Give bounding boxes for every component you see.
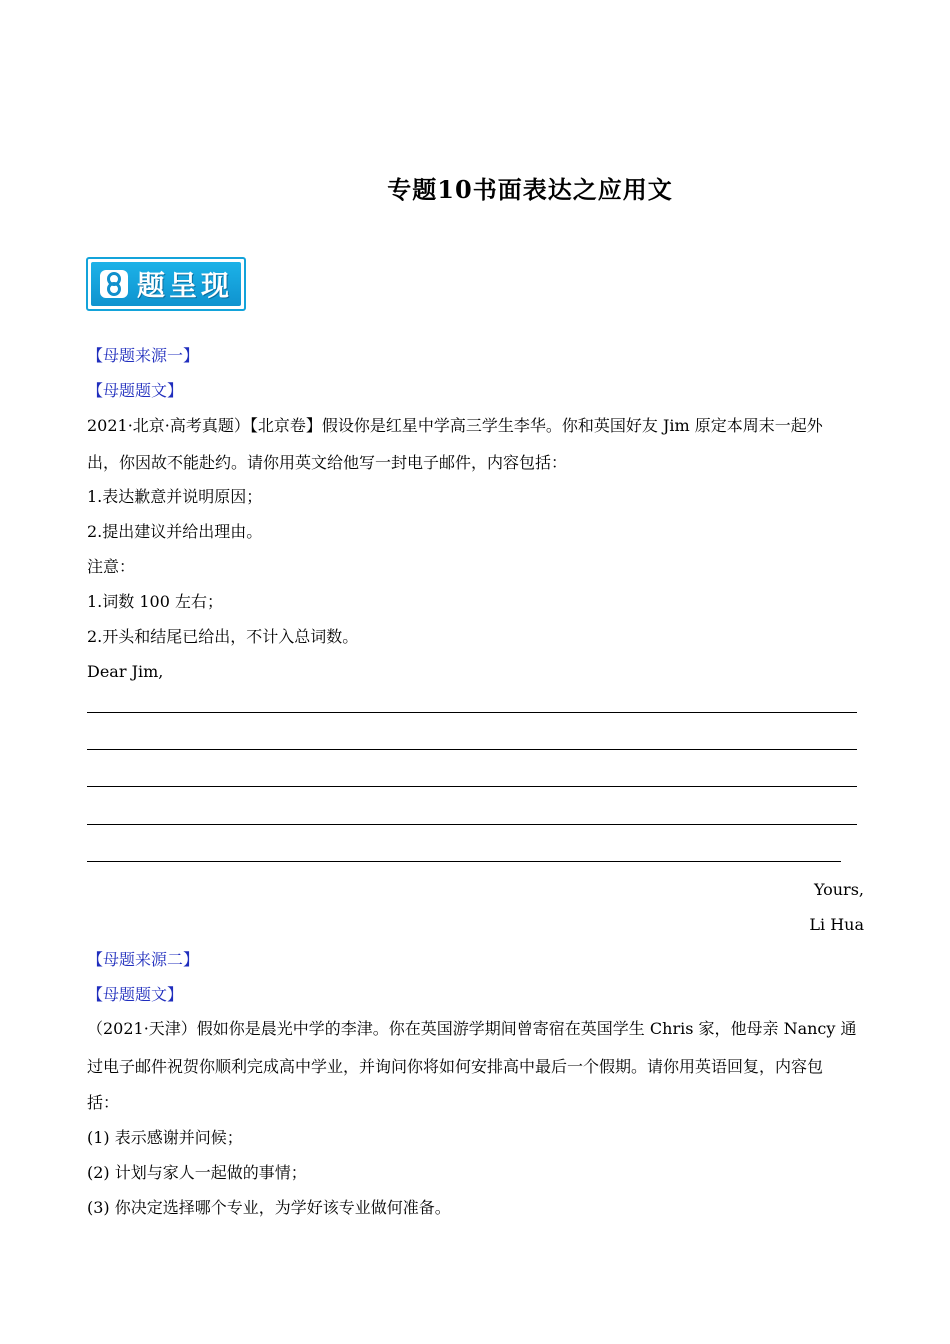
- page-title: 专题10书面表达之应用文: [387, 175, 673, 204]
- writing-line: [87, 824, 857, 825]
- source-label-2: 【母题来源二】: [87, 950, 200, 969]
- prompt-2-line-1: （2021·天津）假如你是晨光中学的李津。你在英国游学期间曾寄宿在英国学生 Chris 家，他母亲 Nancy 通: [87, 1019, 857, 1038]
- note-item-1: 1.词数 100 左右；: [87, 592, 223, 611]
- badge-inner: [91, 262, 241, 306]
- letter-greeting: Dear Jim,: [87, 662, 164, 681]
- letter-closing: Yours,: [813, 880, 864, 899]
- prompt-2-line-2: 过电子邮件祝贺你顺利完成高中学业，并询问你将如何安排高中最后一个假期。请你用英语回复，内容包: [87, 1057, 824, 1076]
- badge-text: 题呈现: [137, 269, 234, 302]
- writing-line: [87, 861, 841, 862]
- prompt-1-line-1: 2021·北京·高考真题）【北京卷】假设你是红星中学高三学生李华。你和英国好友 Jim 原定本周末一起外: [87, 416, 823, 435]
- requirement-item-2: 2.提出建议并给出理由。: [87, 522, 263, 541]
- text-label-2: 【母题题文】: [87, 985, 184, 1004]
- writing-line: [87, 712, 857, 713]
- note-item-2: 2.开头和结尾已给出，不计入总词数。: [87, 627, 359, 646]
- writing-line: [87, 749, 857, 750]
- text-label-1: 【母题题文】: [87, 381, 184, 400]
- prompt-2-line-3: 括：: [87, 1093, 120, 1112]
- section-badge: [86, 257, 246, 311]
- content-item-2: (2) 计划与家人一起做的事情；: [87, 1163, 307, 1182]
- source-label-1: 【母题来源一】: [87, 346, 200, 365]
- prompt-1-line-2: 出，你因故不能赴约。请你用英文给他写一封电子邮件，内容包括：: [87, 453, 568, 472]
- note-label: 注意：: [87, 557, 136, 576]
- requirement-item-1: 1.表达歉意并说明原因；: [87, 487, 263, 506]
- content-item-1: (1) 表示感谢并问候；: [87, 1128, 243, 1147]
- writing-line: [87, 786, 857, 787]
- letter-signature: Li Hua: [809, 915, 864, 934]
- content-item-3: (3) 你决定选择哪个专业，为学好该专业做何准备。: [87, 1198, 451, 1217]
- infinity-icon: [99, 269, 129, 299]
